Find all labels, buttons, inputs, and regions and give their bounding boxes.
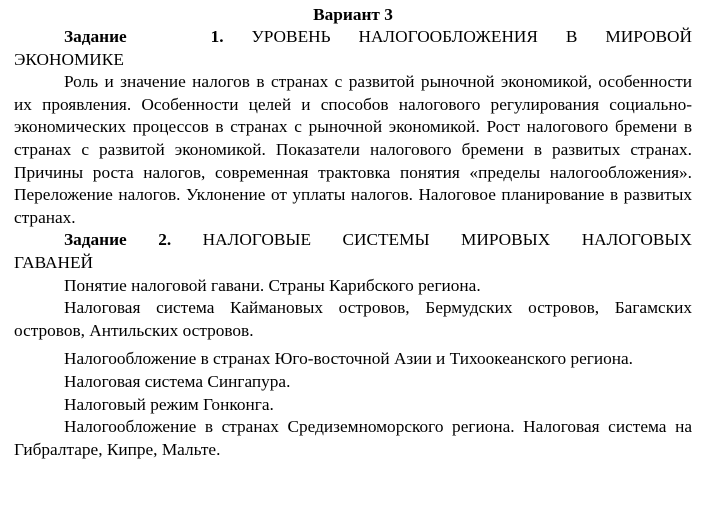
task1-body: Роль и значение налогов в странах с развитой рыночной экономикой, особенности их проявления. Особенности целей и способов налогового регулирования социально-экономических процессов в странах с рыночной экономикой. Рост налогового бремени в странах с развитой экономикой. Показатели налогового бремени в развитых странах. Причины роста налогов, современная трактовка понятия «пределы налогообложения». Переложение налогов. Уклонение от уплаты налогов. Налоговое планирование в развитых странах. (14, 72, 692, 227)
document-page (14, 4, 692, 461)
task2-heading (14, 229, 692, 252)
task2-paragraph: Налоговый режим Гонконга. (64, 394, 274, 414)
task1-label: Задание (64, 27, 127, 46)
task2-paragraph: Налогообложение в странах Юго-восточной Азии и Тихоокеанского региона. (64, 349, 634, 369)
variant-title: Вариант 3 (313, 5, 393, 24)
task2-title-line2: ГАВАНЕЙ (14, 252, 94, 272)
task2-paragraph: Понятие налоговой гавани. Страны Карибского региона. (64, 275, 481, 295)
task2-number: 2. (158, 230, 172, 250)
task1-title-line2: ЭКОНОМИКЕ (14, 49, 124, 69)
task2-paragraph: Налоговая система Сингапура. (64, 371, 291, 391)
task2-label: Задание (64, 230, 127, 250)
task1-number: 1. (210, 27, 224, 46)
task2-paragraph: Налогообложение в странах Средиземноморского региона. Налоговая система на Гибралтаре, Кипре, Мальте. (14, 417, 692, 459)
task2-title-line1: НАЛОГОВЫЕ СИСТЕМЫ МИРОВЫХ НАЛОГОВЫХ (202, 230, 692, 250)
task1-title-line1: УРОВЕНЬ НАЛОГООБЛОЖЕНИЯ В МИРОВОЙ (251, 27, 692, 46)
task1-heading (14, 26, 692, 49)
task2-paragraph: Налоговая система Каймановых островов, Бермудских островов, Багамских островов, Антильских островов. (14, 298, 692, 340)
